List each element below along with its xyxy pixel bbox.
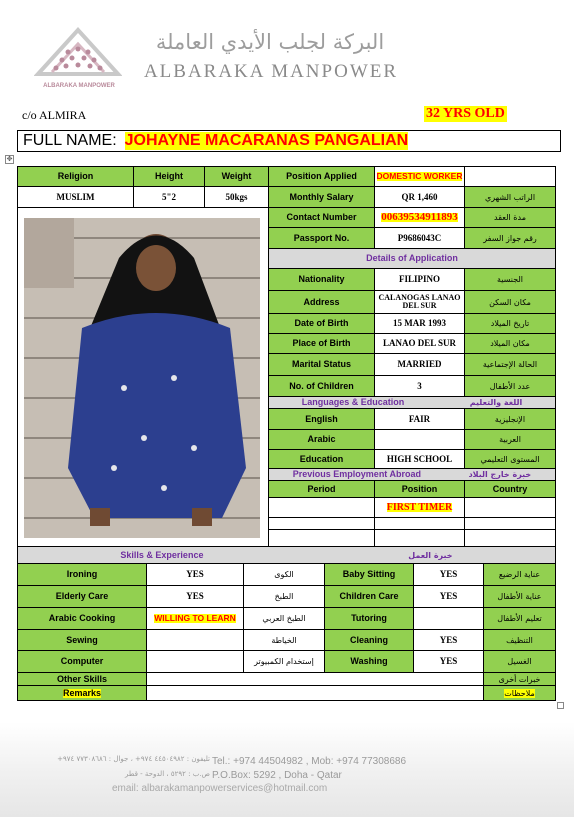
skill-value: WILLING TO LEARN: [154, 613, 236, 623]
skill-arabic: الغسيل: [483, 650, 556, 673]
details-title: Details of Application: [268, 248, 556, 269]
detail-label: Address: [268, 290, 375, 314]
skill-arabic: الخياطة: [243, 629, 325, 652]
first-timer: FIRST TIMER: [386, 502, 453, 513]
skill-value: YES: [186, 569, 204, 579]
detail-arabic: الحالة الإجتماعية: [464, 353, 556, 376]
skill-label: Cleaning: [324, 629, 414, 652]
position-label: Position Applied: [268, 166, 375, 187]
other-skills-value: [146, 672, 484, 686]
footer-phone-arabic: تليفون : ٤٤٥٠٤٩٨٢ ٩٧٤+ ، جوال : ٧٧٣٠٨٦٨٦ ٩٧٤+: [57, 755, 210, 763]
skill-value-cell: [146, 563, 244, 586]
skill-arabic: عناية الرضيع: [483, 563, 556, 586]
footer-pobox: P.O.Box: 5292 , Doha - Qatar: [212, 770, 342, 781]
skill-label: Tutoring: [324, 607, 414, 630]
skill-value: [413, 607, 484, 630]
contact-value: 00639534911893: [381, 211, 458, 223]
skill-label: Sewing: [17, 629, 147, 652]
salary-label: Monthly Salary: [268, 186, 375, 208]
skill-label: Elderly Care: [17, 585, 147, 608]
photo-frame: [17, 207, 269, 547]
language-value: FAIR: [374, 408, 465, 430]
position-cell: [374, 166, 465, 187]
resize-handle[interactable]: [557, 702, 564, 709]
skill-label: Computer: [17, 650, 147, 673]
emp-position-3: [374, 529, 465, 547]
remarks-label: Remarks: [62, 687, 102, 698]
applicant-photo: [24, 218, 260, 538]
salary-arabic: الراتب الشهري: [464, 186, 556, 208]
full-name-value: JOHAYNE MACARANAS PANGALIAN: [124, 132, 409, 149]
skill-value-cell: [146, 629, 244, 652]
skill-arabic: إستخدام الكمبيوتر: [243, 650, 325, 673]
skill-arabic: التنظيف: [483, 629, 556, 652]
weight-value: 50kgs: [204, 186, 269, 208]
skill-arabic: تعليم الأطفال: [483, 607, 556, 630]
skill-arabic: الطبخ العربي: [243, 607, 325, 630]
skill-value: YES: [413, 585, 484, 608]
col-position: Position: [374, 480, 465, 498]
remarks-arabic-cell: [483, 685, 556, 701]
age-badge: 32 YRS OLD: [426, 106, 505, 121]
detail-arabic: عدد الأطفال: [464, 375, 556, 397]
detail-value: 3: [374, 375, 465, 397]
language-label: Arabic: [268, 429, 375, 450]
skill-arabic: الطبخ: [243, 585, 325, 608]
skill-value: YES: [413, 629, 484, 652]
language-arabic: العربية: [464, 429, 556, 450]
passport-arabic: رقم جواز السفر: [464, 227, 556, 249]
footer-pobox-arabic: ص.ب : ٥٢٩٢ ، الدوحة - قطر: [125, 770, 210, 778]
employment-title-arabic: خبرة خارج البلاد: [468, 470, 532, 479]
skills-title-arabic: خبرة العمل: [408, 550, 453, 560]
passport-value: P9686043C: [374, 227, 465, 249]
language-label: Education: [268, 449, 375, 469]
skill-label: Arabic Cooking: [17, 607, 147, 630]
care-of: c/o ALMIRA: [22, 108, 87, 122]
remarks-arabic: ملاحظات: [504, 688, 535, 698]
skill-value: YES: [413, 563, 484, 586]
religion-label: Religion: [17, 166, 134, 187]
other-skills-arabic: خبرات أخرى: [483, 672, 556, 686]
detail-arabic: الجنسية: [464, 268, 556, 291]
weight-label: Weight: [204, 166, 269, 187]
emp-country-1: [464, 497, 556, 518]
emp-period-1: [268, 497, 375, 518]
detail-label: Place of Birth: [268, 333, 375, 354]
skills-title-row: [17, 546, 556, 564]
height-value: 5"2: [133, 186, 205, 208]
full-name-box: [17, 130, 561, 152]
language-arabic: الإنجليزية: [464, 408, 556, 430]
detail-value: LANAO DEL SUR: [374, 333, 465, 354]
company-name: ALBARAKA MANPOWER: [143, 61, 399, 82]
skill-label: Washing: [324, 650, 414, 673]
detail-value: FILIPINO: [374, 268, 465, 291]
position-value: DOMESTIC WORKER: [376, 171, 463, 181]
religion-value: MUSLIM: [17, 186, 134, 208]
company-logo: [34, 22, 122, 82]
detail-label: No. of Children: [268, 375, 375, 397]
detail-arabic: تاريخ الميلاد: [464, 313, 556, 334]
detail-value: MARRIED: [374, 353, 465, 376]
detail-label: Nationality: [268, 268, 375, 291]
salary-value: QR 1,460: [374, 186, 465, 208]
detail-arabic: مكان السكن: [464, 290, 556, 314]
remarks-value: [146, 685, 484, 701]
detail-label: Marital Status: [268, 353, 375, 376]
contact-arabic: مدة العقد: [464, 207, 556, 228]
footer-phone: Tel.: +974 44504982 , Mob: +974 77308686: [212, 756, 407, 767]
footer-email: email: albarakamanpowerservices@hotmail.com: [112, 783, 328, 794]
full-name-label: FULL NAME:: [23, 132, 117, 149]
emp-position-cell: [374, 497, 465, 518]
detail-arabic: مكان الميلاد: [464, 333, 556, 354]
other-skills-label: Other Skills: [17, 672, 147, 686]
remarks-label-cell: [17, 685, 147, 701]
language-value: HIGH SCHOOL: [374, 449, 465, 469]
skill-arabic: الكوى: [243, 563, 325, 586]
company-name-arabic: البركة لجلب الأيدي العاملة: [155, 30, 385, 54]
languages-title-arabic: اللغة والتعليم: [469, 398, 523, 407]
skill-value: YES: [186, 591, 204, 601]
col-country: Country: [464, 480, 556, 498]
skill-arabic: عناية الأطفال: [483, 585, 556, 608]
passport-label: Passport No.: [268, 227, 375, 249]
skill-value: YES: [413, 650, 484, 673]
contact-cell: [374, 207, 465, 228]
languages-title: Languages & Education: [301, 397, 405, 407]
move-handle-icon[interactable]: ✥: [6, 155, 13, 163]
height-label: Height: [133, 166, 205, 187]
emp-period-3: [268, 529, 375, 547]
emp-country-3: [464, 529, 556, 547]
employment-title: Previous Employment Abroad: [292, 469, 421, 479]
skill-label: Baby Sitting: [324, 563, 414, 586]
language-arabic: المستوى التعليمي: [464, 449, 556, 469]
detail-value: CALANOGAS LANAO DEL SUR: [374, 290, 465, 314]
contact-label: Contact Number: [268, 207, 375, 228]
detail-value: 15 MAR 1993: [374, 313, 465, 334]
skill-value-cell: [146, 650, 244, 673]
col-period: Period: [268, 480, 375, 498]
skill-label: Children Care: [324, 585, 414, 608]
position-blank: [464, 166, 556, 187]
skill-value-cell: [146, 607, 244, 630]
skills-title: Skills & Experience: [120, 549, 204, 560]
language-label: English: [268, 408, 375, 430]
language-value: [374, 429, 465, 450]
skill-value-cell: [146, 585, 244, 608]
logo-caption: ALBARAKA MANPOWER: [43, 83, 115, 89]
detail-label: Date of Birth: [268, 313, 375, 334]
skill-label: Ironing: [17, 563, 147, 586]
